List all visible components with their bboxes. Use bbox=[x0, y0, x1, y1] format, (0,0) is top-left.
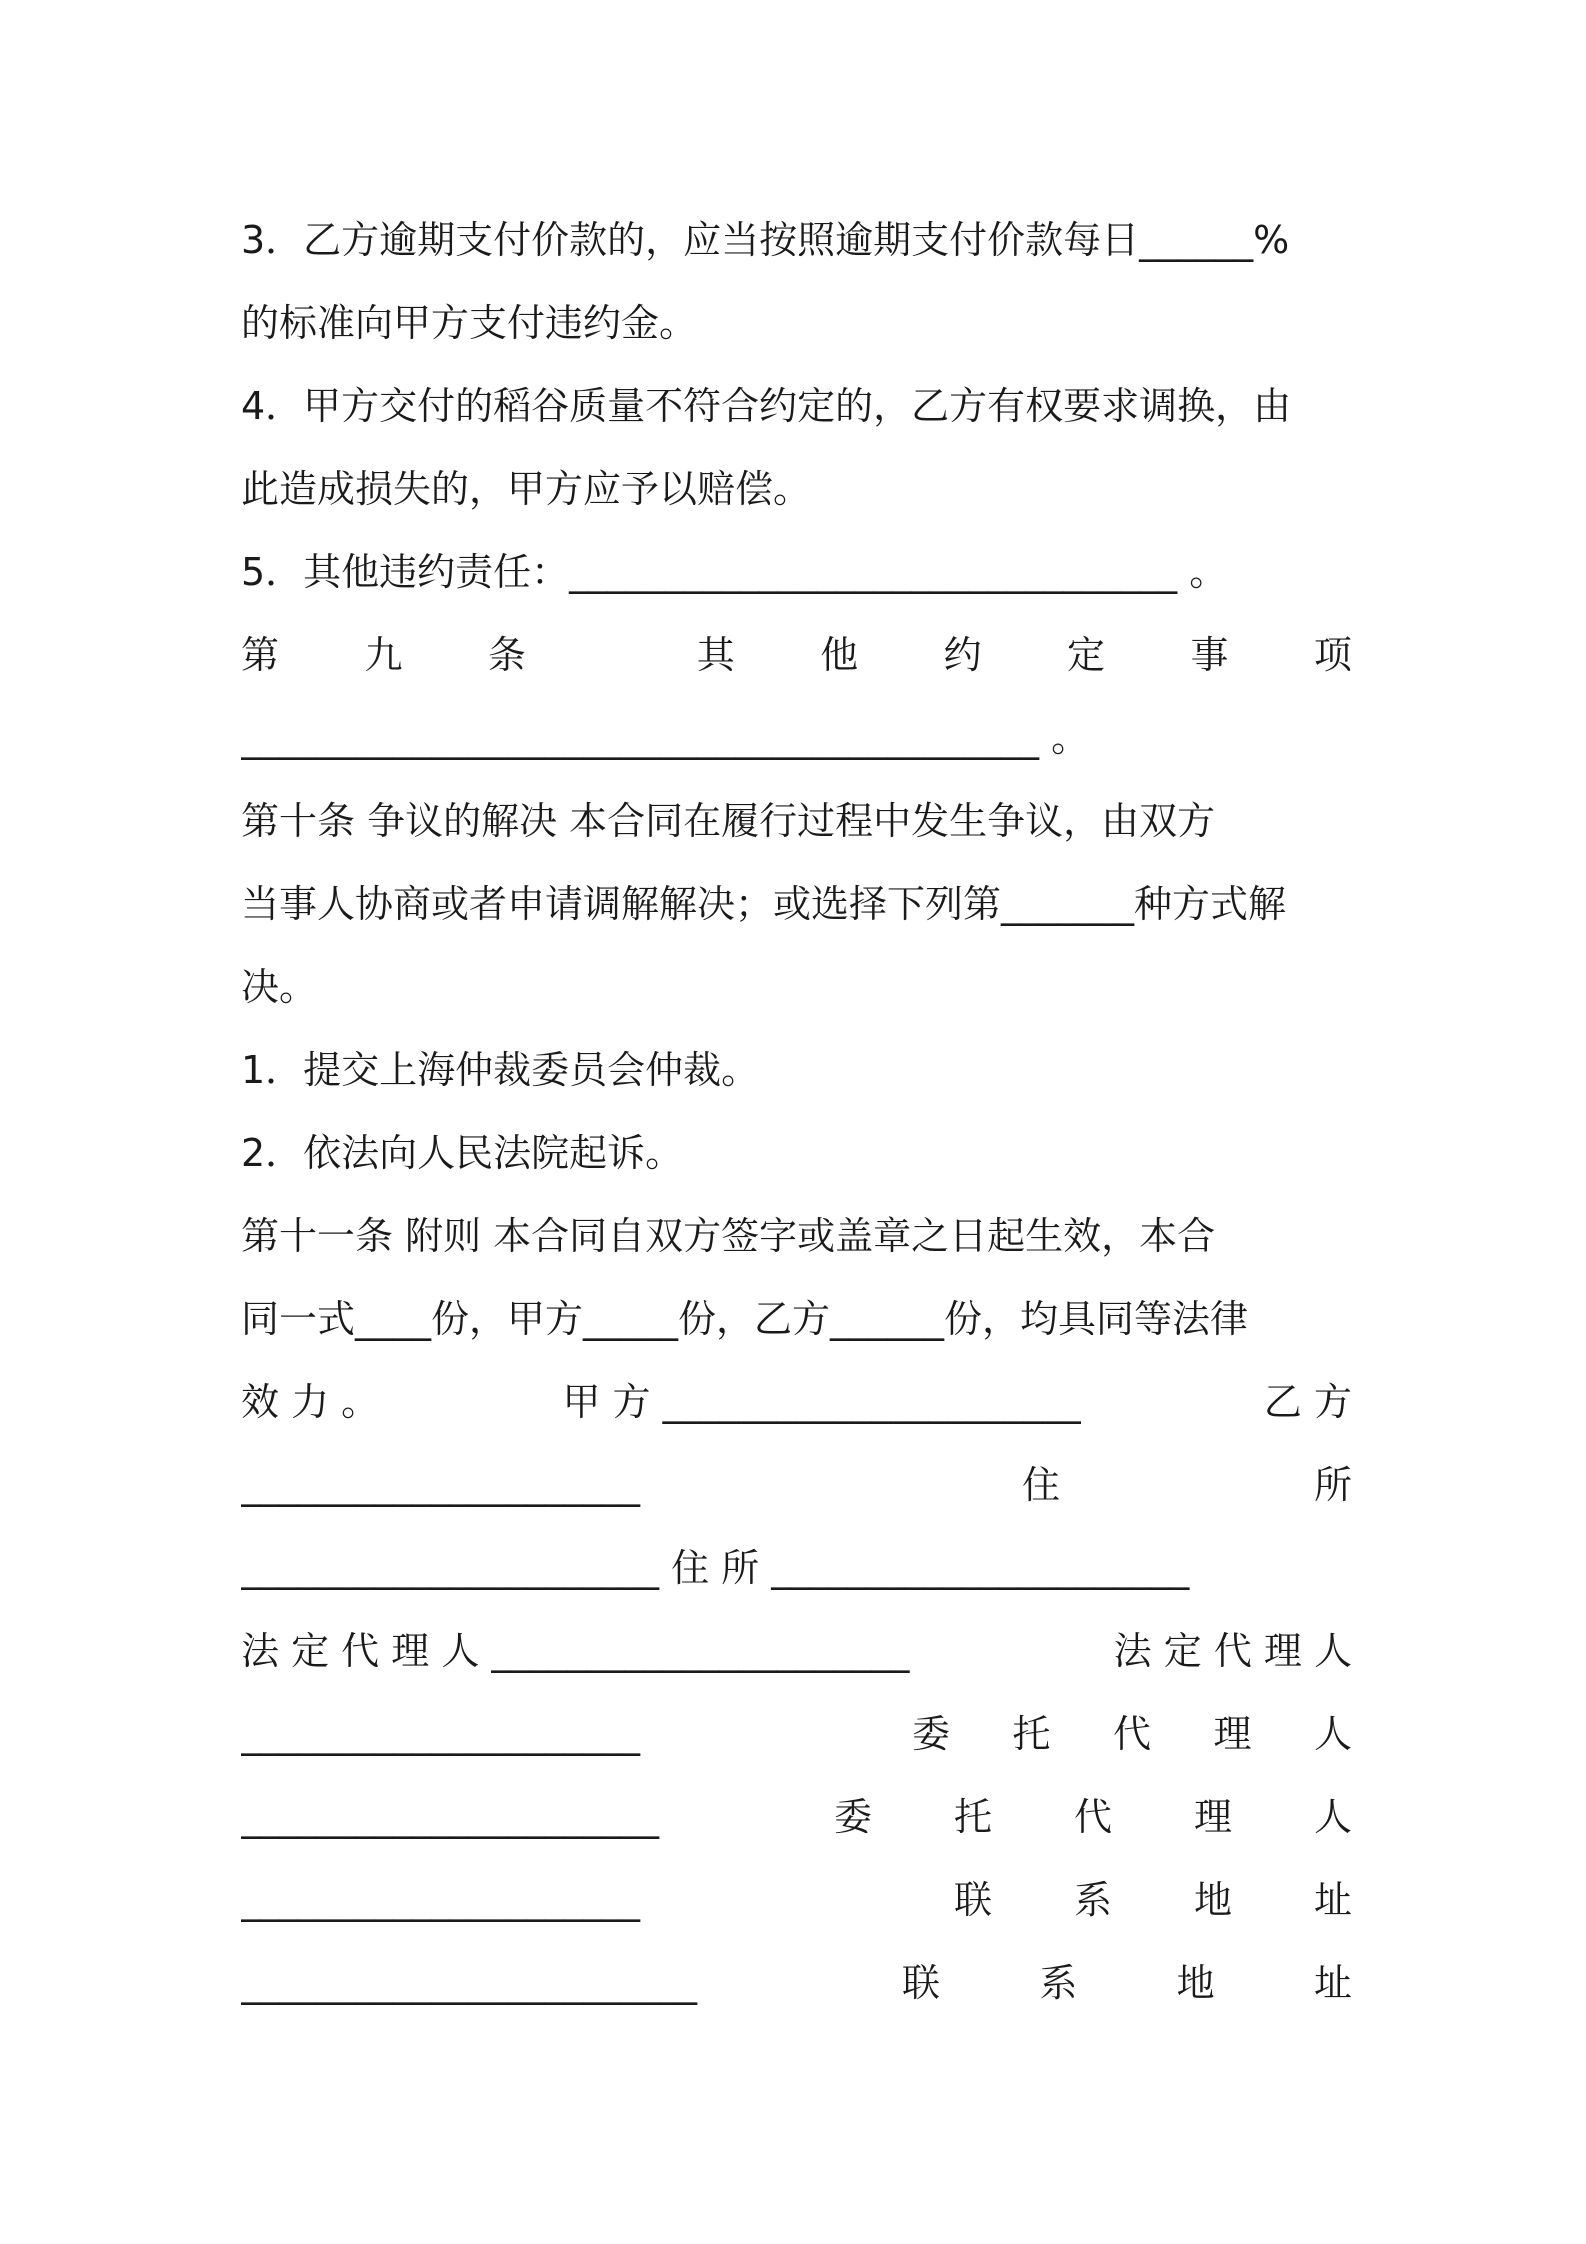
agent-a-blank: ______________________ bbox=[241, 1795, 659, 1839]
clause-10-line-3: 决。 bbox=[241, 965, 318, 1009]
clause-9-heading bbox=[241, 614, 1352, 697]
clause-9-char: 事 bbox=[1190, 633, 1229, 677]
address-label bbox=[1022, 1444, 1352, 1527]
clause-9-char: 约 bbox=[943, 633, 982, 677]
party-b-label: 乙 方 bbox=[1263, 1380, 1352, 1424]
agent-char: 理 bbox=[1213, 1712, 1252, 1756]
clause-9-char: 他 bbox=[820, 633, 859, 677]
legal-rep-b-label: 法 定 代 理 人 bbox=[1113, 1629, 1352, 1673]
clause-11-line-2: 同一式____份，甲方_____份，乙方______份，均具同等法律 bbox=[241, 1297, 1249, 1341]
clause-9-blank-line: __________________________________________ 。 bbox=[241, 716, 1090, 760]
address-char: 住 bbox=[1022, 1463, 1061, 1507]
signature-row-contact-1 bbox=[241, 1859, 1352, 1942]
contact-char: 联 bbox=[954, 1878, 993, 1922]
legal-rep-a: 法 定 代 理 人 ______________________ bbox=[241, 1629, 910, 1673]
clause-10-option-2: 2．依法向人民法院起诉。 bbox=[241, 1131, 684, 1175]
contact-b-label bbox=[902, 1942, 1352, 2025]
clause-9-char: 九 bbox=[364, 633, 403, 677]
contact-a-label bbox=[954, 1859, 1352, 1942]
clause-9-char: 其 bbox=[696, 633, 735, 677]
signature-row-contact-2 bbox=[241, 1942, 1352, 2025]
contact-char: 地 bbox=[1176, 1961, 1215, 2005]
agent-char: 委 bbox=[912, 1712, 951, 1756]
agent-b-blank: _____________________ bbox=[241, 1878, 640, 1922]
contact-char: 址 bbox=[1313, 1961, 1352, 2005]
clause-9-char: 定 bbox=[1067, 633, 1106, 677]
signature-row-agent-1 bbox=[241, 1693, 1352, 1776]
address-char: 所 bbox=[1313, 1463, 1352, 1507]
agent-char: 代 bbox=[1112, 1712, 1151, 1756]
clause-10-option-1: 1．提交上海仲裁委员会仲裁。 bbox=[241, 1048, 760, 1092]
agent-char: 理 bbox=[1193, 1795, 1232, 1839]
agent-char: 人 bbox=[1313, 1795, 1352, 1839]
party-b-blank: _____________________ bbox=[241, 1463, 640, 1507]
agent-char: 人 bbox=[1313, 1712, 1352, 1756]
clause-9-char: 条 bbox=[487, 633, 526, 677]
clause-8-4-line-2: 此造成损失的，甲方应予以赔偿。 bbox=[241, 467, 812, 511]
contact-char: 联 bbox=[902, 1961, 941, 2005]
clause-11-line-1: 第十一条 附则 本合同自双方签字或盖章之日起生效，本合 bbox=[241, 1214, 1216, 1258]
signature-row-party-a bbox=[241, 1361, 1352, 1444]
clause-8-3-line-1: 3．乙方逾期支付价款的，应当按照逾期支付价款每日______% bbox=[241, 218, 1290, 262]
clause-9-char: 项 bbox=[1313, 633, 1352, 677]
contract-page bbox=[241, 199, 1352, 2025]
contact-char: 址 bbox=[1313, 1878, 1352, 1922]
signature-row-legal-rep bbox=[241, 1610, 1352, 1693]
clause-9-char: 第 bbox=[241, 633, 280, 677]
signature-row-address bbox=[241, 1444, 1352, 1527]
contact-a-blank: ________________________ bbox=[241, 1961, 697, 2005]
agent-char: 托 bbox=[953, 1795, 992, 1839]
contact-char: 系 bbox=[1039, 1961, 1078, 2005]
clause-8-4-line-1: 4．甲方交付的稻谷质量不符合约定的，乙方有权要求调换，由 bbox=[241, 384, 1292, 428]
contact-char: 系 bbox=[1073, 1878, 1112, 1922]
agent-a-label bbox=[912, 1693, 1352, 1776]
legal-rep-b-blank: _____________________ bbox=[241, 1712, 640, 1756]
signature-row-address-2: ______________________ 住 所 ______________________ bbox=[241, 1546, 1190, 1590]
clause-10-line-2: 当事人协商或者申请调解解决；或选择下列第_______种方式解 bbox=[241, 882, 1287, 926]
agent-char: 委 bbox=[834, 1795, 873, 1839]
clause-8-3-line-2: 的标准向甲方支付违约金。 bbox=[241, 301, 698, 345]
effect-text: 效 力 。 bbox=[241, 1380, 380, 1424]
clause-8-5-line: 5．其他违约责任：________________________________ 。 bbox=[241, 550, 1228, 594]
party-a-label: 甲 方 ______________________ bbox=[562, 1380, 1081, 1424]
signature-row-agent-2 bbox=[241, 1776, 1352, 1859]
agent-b-label bbox=[834, 1776, 1352, 1859]
contact-char: 地 bbox=[1193, 1878, 1232, 1922]
agent-char: 代 bbox=[1073, 1795, 1112, 1839]
clause-10-line-1: 第十条 争议的解决 本合同在履行过程中发生争议，由双方 bbox=[241, 799, 1216, 843]
agent-char: 托 bbox=[1012, 1712, 1051, 1756]
